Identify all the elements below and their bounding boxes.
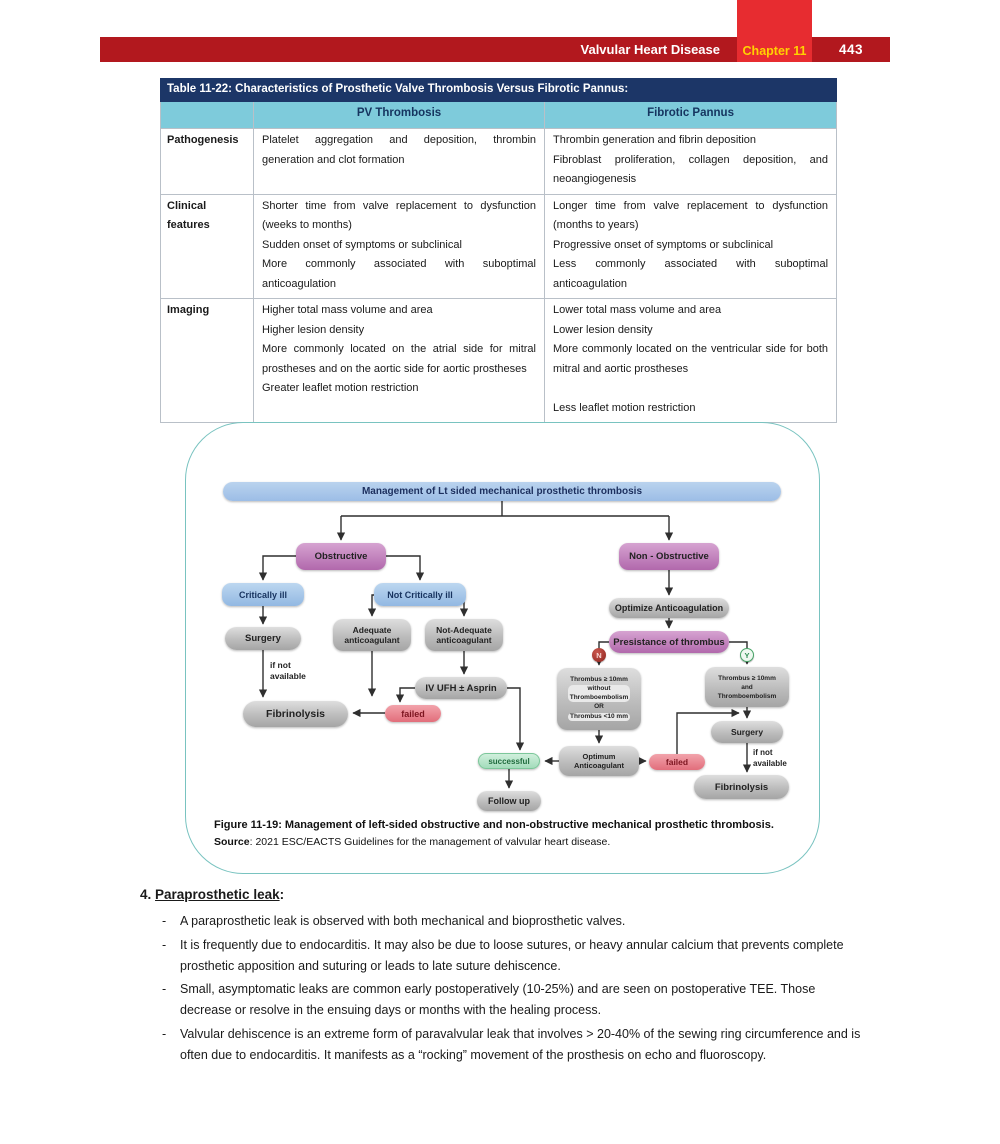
flow-failed-right-node: failed	[649, 754, 705, 770]
flow-optimize-anticoagulation-node: Optimize Anticoagulation	[609, 598, 729, 618]
paraprosthetic-leak-section	[140, 884, 862, 1068]
cell-pv: Higher total mass volume and area Higher lesion density More commonly located on the atrial side for mitral prostheses and on the aortic side for aortic prostheses Greater leaflet motion restriction	[254, 299, 545, 423]
cell-fp: Lower total mass volume and area Lower lesion density More commonly located on the ventricular side for both mitral and aortic prostheses Less leaflet motion restriction	[545, 299, 837, 423]
list-item: - Small, asymptomatic leaks are common early postoperatively (10-25%) and are seen on postoperative TEE. Those decrease or resolve in the ensuing days or months with the healing process.	[140, 979, 862, 1021]
figure-caption	[214, 817, 802, 851]
chapter-label: Chapter 11	[742, 44, 807, 58]
flow-adequate-anticoagulant-node: Adequate anticoagulant	[333, 619, 411, 651]
flow-thrombus-with-te-node: Thrombus ≥ 10mm and Thromboembolism	[705, 667, 789, 707]
thrombus-small-pill: Thrombus <10 mm	[570, 712, 628, 720]
flowchart-figure	[185, 422, 820, 874]
flow-optimum-anticoagulant-node: Optimum Anticoagulant	[559, 746, 639, 776]
table-row	[161, 194, 837, 299]
flow-surgery-left-node: Surgery	[225, 627, 301, 650]
flow-successful-node: successful	[478, 753, 540, 769]
flow-if-not-available-right-label: if not available	[753, 748, 787, 768]
flow-not-critically-ill-node: Not Critically ill	[374, 583, 466, 606]
page-number: 443	[838, 42, 864, 57]
list-item: - A paraprosthetic leak is observed with both mechanical and bioprosthetic valves.	[140, 911, 862, 932]
row-label: Clinical features	[161, 194, 254, 299]
chapter-tab	[737, 0, 812, 62]
flow-surgery-right-node: Surgery	[711, 721, 783, 743]
flow-iv-ufh-node: IV UFH ± Asprin	[415, 677, 507, 699]
row-label: Imaging	[161, 299, 254, 423]
flow-persistence-of-thrombus-node: Presistance of thrombus	[609, 631, 729, 653]
table-row	[161, 129, 837, 195]
section-number: 4.	[140, 887, 152, 902]
figure-caption-title: Figure 11-19: Management of left-sided obstructive and non-obstructive mechanical prosthetic thrombosis.	[214, 819, 774, 831]
header-fibrotic-pannus: Fibrotic Pannus	[545, 102, 837, 129]
flow-non-obstructive-node: Non - Obstructive	[619, 543, 719, 570]
list-item: - Valvular dehiscence is an extreme form of paravalvular leak that involves > 20-40% of the sewing ring circumference and is often due to endocarditis. It manifests as a “rocking” movement of the prosthesis on echo and fluoroscopy.	[140, 1024, 862, 1066]
row-label: Pathogenesis	[161, 129, 254, 195]
thrombus-without-pill: without Thromboembolism	[569, 685, 629, 701]
cell-pv: Shorter time from valve replacement to dysfunction (weeks to months) Sudden onset of symptoms or subclinical More commonly associated with suboptimal anticoagulation	[254, 194, 545, 299]
comparison-table	[160, 78, 837, 423]
flow-yes-branch-badge: Y	[740, 648, 754, 662]
section-heading-text: Paraprosthetic leak	[155, 887, 280, 902]
flow-follow-up-node: Follow up	[477, 791, 541, 811]
flow-root-node: Management of Lt sided mechanical prosthetic thrombosis	[223, 482, 781, 501]
flow-fibrinolysis-left-node: Fibrinolysis	[243, 701, 348, 727]
header-pv-thrombosis: PV Thrombosis	[254, 102, 545, 129]
list-item: - It is frequently due to endocarditis. It may also be due to loose sutures, or heavy annular calcium that prevents complete prosthetic apposition and suturing or leads to late suture dehiscence.	[140, 935, 862, 977]
figure-caption-source: Source: 2021 ESC/EACTS Guidelines for the management of valvular heart disease.	[214, 836, 611, 848]
table-row	[161, 299, 837, 423]
cell-pv: Platelet aggregation and deposition, thrombin generation and clot formation	[254, 129, 545, 195]
flow-fibrinolysis-right-node: Fibrinolysis	[694, 775, 789, 799]
flow-thrombus-without-te-node	[557, 668, 641, 730]
flow-if-not-available-left-label: if not available	[270, 660, 306, 681]
table-title-row	[161, 79, 837, 102]
section-heading: 4. Paraprosthetic leak:	[140, 887, 285, 902]
cell-fp: Thrombin generation and fibrin deposition Fibroblast proliferation, collagen deposition, and neoangiogenesis	[545, 129, 837, 195]
page-title: Valvular Heart Disease	[580, 42, 720, 57]
cell-fp: Longer time from valve replacement to dysfunction (months to years) Progressive onset of symptoms or subclinical Less commonly associated with suboptimal anticoagulation	[545, 194, 837, 299]
flow-failed-left-node: failed	[385, 705, 441, 722]
flow-no-branch-badge: N	[592, 648, 606, 662]
flow-not-adequate-anticoagulant-node: Not-Adequate anticoagulant	[425, 619, 503, 651]
flow-critically-ill-node: Critically ill	[222, 583, 304, 606]
flow-obstructive-node: Obstructive	[296, 543, 386, 570]
table-title: Table 11-22: Characteristics of Prosthetic Valve Thrombosis Versus Fibrotic Pannus:	[161, 79, 837, 102]
thrombus-size-line: Thrombus ≥ 10mm	[570, 675, 628, 683]
header-empty	[161, 102, 254, 129]
or-label: OR	[594, 703, 604, 711]
table-header-row	[161, 102, 837, 129]
